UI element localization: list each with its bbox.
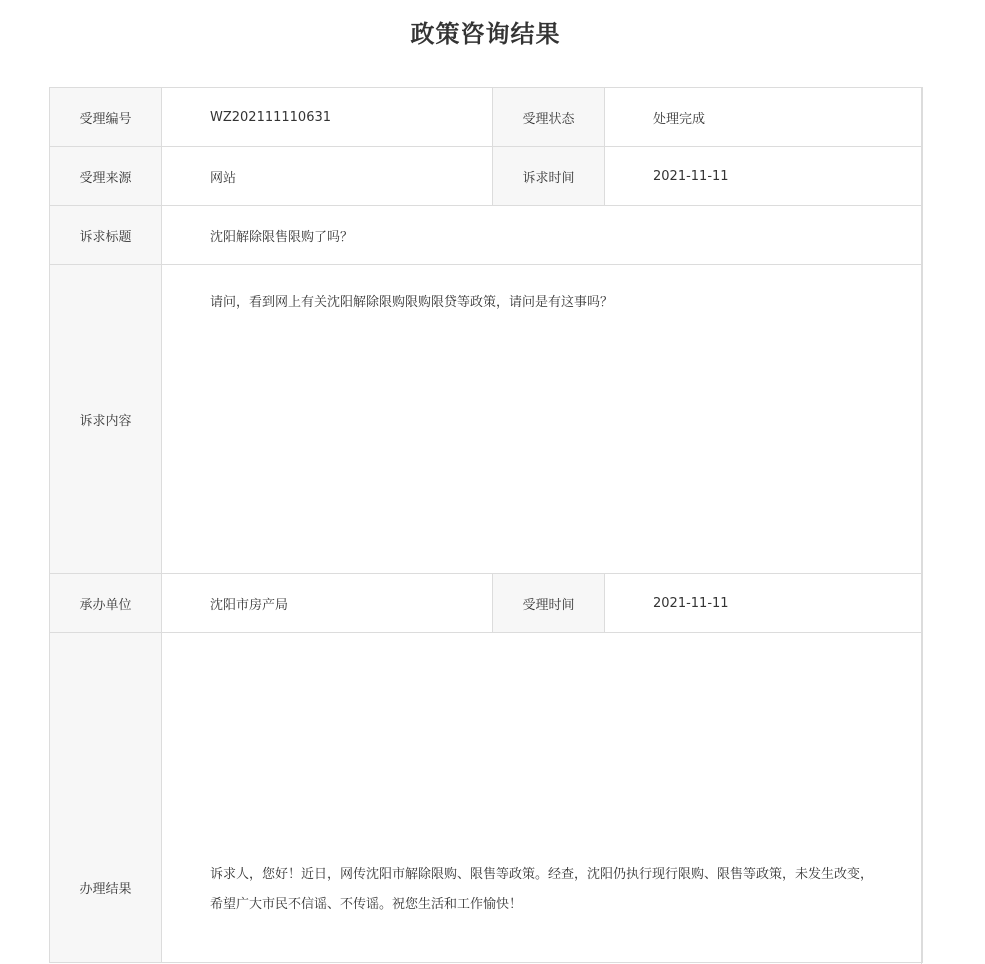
- request-content-label: 诉求内容: [50, 265, 162, 574]
- acceptance-status-value: 处理完成: [605, 88, 923, 147]
- acceptance-time-label: 受理时间: [493, 574, 605, 633]
- request-time-value: 2021-11-11: [605, 147, 923, 206]
- table-row-acceptance-source: [50, 147, 923, 206]
- handling-unit-value: 沈阳市房产局: [162, 574, 493, 633]
- table-row-request-title: [50, 206, 923, 265]
- acceptance-status-label: 受理状态: [493, 88, 605, 147]
- table-row-request-content: [50, 265, 923, 574]
- table-row-handling-unit: [50, 574, 923, 633]
- acceptance-source-label: 受理来源: [50, 147, 162, 206]
- consultation-detail-table: [49, 87, 923, 963]
- acceptance-number-label: 受理编号: [50, 88, 162, 147]
- page-title: 政策咨询结果: [410, 20, 561, 48]
- acceptance-source-value: 网站: [162, 147, 493, 206]
- handling-unit-label: 承办单位: [50, 574, 162, 633]
- acceptance-time-value: 2021-11-11: [605, 574, 923, 633]
- table-row-result: [50, 633, 923, 963]
- acceptance-number-value: WZ202111110631: [162, 88, 493, 147]
- request-time-label: 诉求时间: [493, 147, 605, 206]
- table-row-acceptance-number: [50, 88, 923, 147]
- request-content-value: 请问，看到网上有关沈阳解除限购限购限贷等政策，请问是有这事吗？: [162, 265, 923, 574]
- table-right-border: [921, 87, 922, 964]
- request-title-value: 沈阳解除限售限购了吗？: [162, 206, 923, 265]
- request-title-label: 诉求标题: [50, 206, 162, 265]
- result-value: 诉求人，您好！近日，网传沈阳市解除限购、限售等政策。经查，沈阳仍执行现行限购、限售等政策，未发生改变，希望广大市民不信谣、不传谣。祝您生活和工作愉快！: [162, 633, 923, 963]
- result-label: 办理结果: [50, 633, 162, 963]
